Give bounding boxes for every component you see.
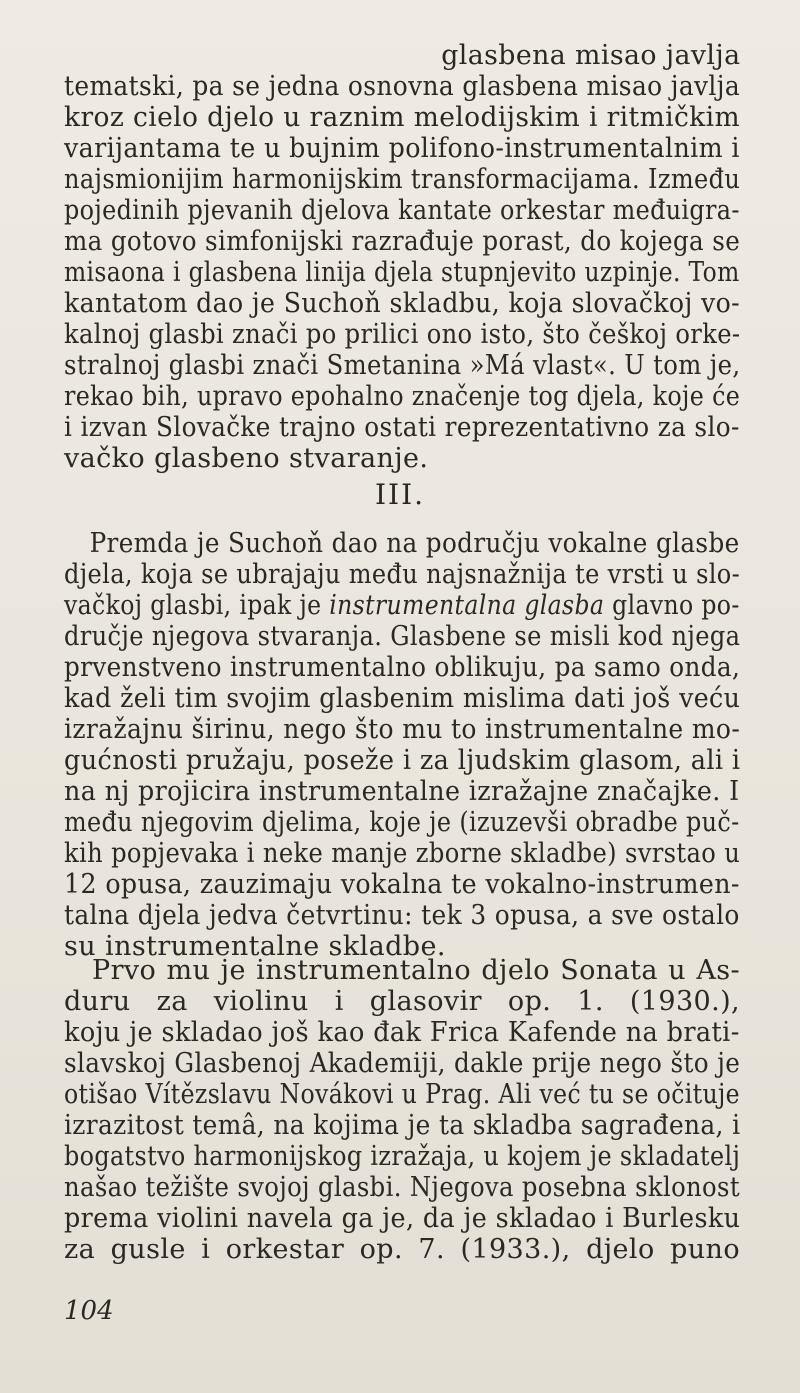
text-line: kantatom dao je Suchoň skladbu, koja slovačkoj vo-	[64, 288, 741, 319]
text-line: među njegovim djelima, koje je (izuzevši obradbe puč-	[64, 807, 740, 838]
text-line	[64, 590, 740, 621]
paragraph-kantata	[64, 40, 740, 474]
text-fragment: vačkoj glasbi, ipak je	[64, 590, 330, 621]
emphasis-instrumentalna-glasba: instrumentalna glasba	[329, 590, 605, 621]
text-line: izrazitost temâ, na kojima je ta skladba sagrađena, i	[64, 1110, 741, 1141]
text-line: najsmionijim harmonijskim transformacijama. Između	[64, 164, 741, 195]
paragraph-sonata	[64, 955, 740, 1265]
text-line: ma gotovo simfonijski razrađuje porast, do kojega se	[64, 226, 741, 257]
text-line: pojedinih pjevanih djelova kantate orkestar međuigra-	[64, 195, 740, 226]
text-line: bogatstvo harmonijskog izražaja, u kojem je skladatelj	[64, 1141, 741, 1172]
text-line: duru za violinu i glasovir op. 1. (1930.),	[64, 986, 740, 1017]
text-line: na nj projicira instrumentalne izražajne značajke. I	[64, 776, 740, 807]
section-heading: III.	[374, 478, 426, 511]
text-line: dručje njegova stvaranja. Glasbene se misli kod njega	[64, 621, 741, 652]
text-line: Premda je Suchoň dao na području vokalne glasbe	[89, 528, 740, 559]
text-line: otišao Vítězslavu Novákovi u Prag. Ali već tu se očituje	[64, 1079, 740, 1110]
text-line: koju je skladao još kao đak Frica Kafende na brati-	[64, 1017, 740, 1048]
text-line: prema violini navela ga je, da je skladao i Burlesku	[64, 1203, 741, 1234]
paragraph-instrumental	[64, 528, 740, 962]
text-line: Prvo mu je instrumentalno djelo Sonata u As-	[92, 955, 740, 986]
text-line: i izvan Slovačke trajno ostati reprezentativno za slo-	[64, 412, 740, 443]
text-line: glasbena misao javlja	[441, 40, 741, 71]
text-line: stralnoj glasbi znači Smetanina »Má vlast«. U tom je,	[64, 350, 741, 381]
text-line: našao težište svojoj glasbi. Njegova posebna sklonost	[64, 1172, 740, 1203]
text-line: 12 opusa, zauzimaju vokalna te vokalno-instrumen-	[64, 869, 740, 900]
text-line: kalnoj glasbi znači po prilici ono isto, što češkoj orke-	[64, 319, 741, 350]
text-line: djela, koja se ubrajaju među najsnažnija te vrsti u slo-	[64, 559, 741, 590]
text-line: izražajnu širinu, nego što mu to instrumentalne mo-	[64, 714, 741, 745]
text-line: za gusle i orkestar op. 7. (1933.), djelo puno	[64, 1234, 740, 1265]
text-line: varijantama te u bujnim polifono-instrumentalnim i	[64, 133, 740, 164]
text-line: tematski, pa se jedna osnovna glasbena misao javlja	[64, 71, 741, 102]
text-line: rekao bih, upravo epohalno značenje tog djela, koje će	[64, 381, 741, 412]
text-line: talna djela jedva četvrtinu: tek 3 opusa, a sve ostalo	[64, 900, 740, 931]
page-number: 104	[64, 1296, 114, 1326]
text-line: kad želi tim svojim glasbenim mislima dati još veću	[64, 683, 741, 714]
text-line: gućnosti pružaju, poseže i za ljudskim glasom, ali i	[64, 745, 741, 776]
text-line: misaona i glasbena linija djela stupnjevito uzpinje. Tom	[64, 257, 740, 288]
text-line: kih popjevaka i neke manje zborne skladbe) svrstao u	[64, 838, 741, 869]
text-line: slavskoj Glasbenoj Akademiji, dakle prije nego što je	[64, 1048, 741, 1079]
text-line: su instrumentalne skladbe.	[64, 931, 446, 962]
text-line: prvenstveno instrumentalno oblikuju, pa samo onda,	[64, 652, 741, 683]
text-line: kroz cielo djelo u raznim melodijskim i ritmičkim	[64, 102, 741, 133]
text-line: vačko glasbeno stvaranje.	[64, 443, 429, 474]
text-fragment: glavno po-	[604, 590, 740, 621]
